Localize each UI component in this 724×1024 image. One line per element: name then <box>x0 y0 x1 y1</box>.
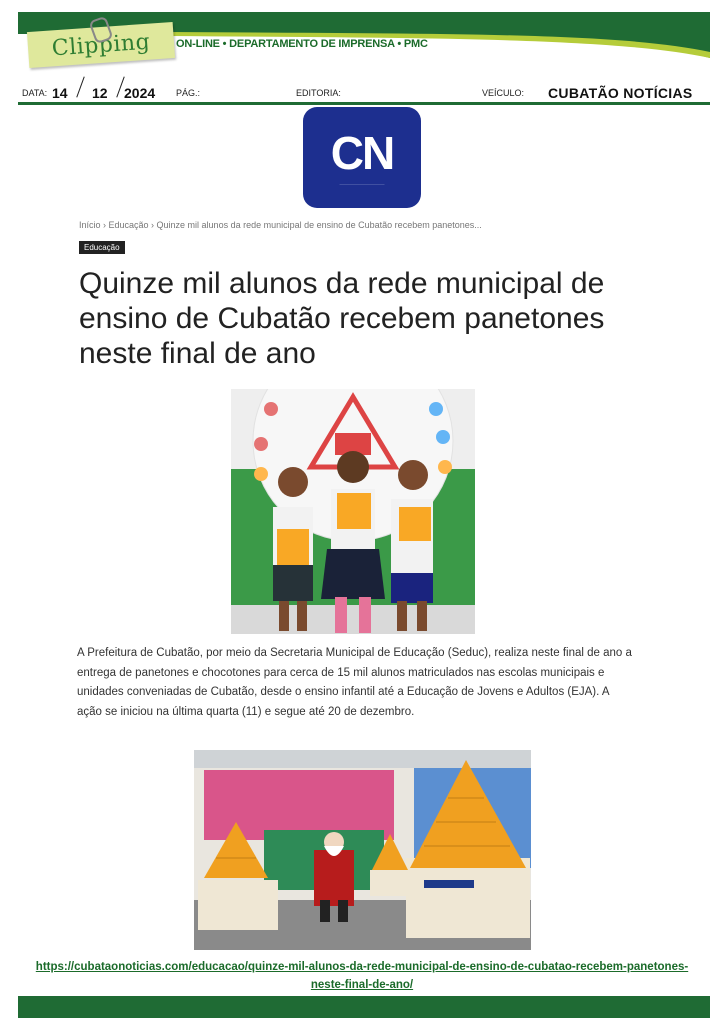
editoria-label: EDITORIA: <box>296 88 341 98</box>
date-month: 12 <box>92 85 108 101</box>
article-photo-children <box>231 389 475 634</box>
veiculo-label: VEÍCULO: <box>482 88 525 98</box>
data-label: DATA: <box>22 88 48 98</box>
article-photo-santa <box>194 750 531 950</box>
article-title: Quinze mil alunos da rede municipal de ensino de Cubatão recebem panetones neste final de ano <box>79 267 605 370</box>
logo-letters: CN <box>330 126 394 179</box>
header-rule <box>18 102 710 105</box>
footer-band <box>18 996 710 1018</box>
logo-underline: ——————————————— <box>339 181 385 186</box>
breadcrumb[interactable]: Início › Educação › Quinze mil alunos da rede municipal de ensino de Cubatão recebem panetones... <box>79 220 482 230</box>
article-paragraph: A Prefeitura de Cubatão, por meio da Secretaria Municipal de Educação (Seduc), realiza neste final de ano a entrega de panetones e chocotones para cerca de 15 mil alunos matriculados nas escolas municipais e unidades conveniadas de Cubatão, desde o ensino infantil até a Educação de Jovens e Adultos (EJA). A ação se iniciou na última quarta (11) e segue até 20 de dezembro. <box>77 647 632 718</box>
date-year: 2024 <box>124 85 156 101</box>
date-separator <box>76 76 84 97</box>
veiculo-name: CUBATÃO NOTÍCIAS <box>548 85 693 101</box>
date-day: 14 <box>52 85 68 101</box>
category-badge[interactable]: Educação <box>79 241 125 254</box>
clipping-brand: Clipping <box>51 29 151 61</box>
pag-label: PÁG.: <box>176 88 201 98</box>
source-url-link[interactable]: https://cubataonoticias.com/educacao/quinze-mil-alunos-da-rede-municipal-de-ensino-de-cubatao-recebem-panetones-neste-final-de-ano/ <box>35 961 689 991</box>
cn-logo-icon <box>303 107 421 208</box>
header-subtitle: ON-LINE • DEPARTAMENTO DE IMPRENSA • PMC <box>176 38 428 50</box>
